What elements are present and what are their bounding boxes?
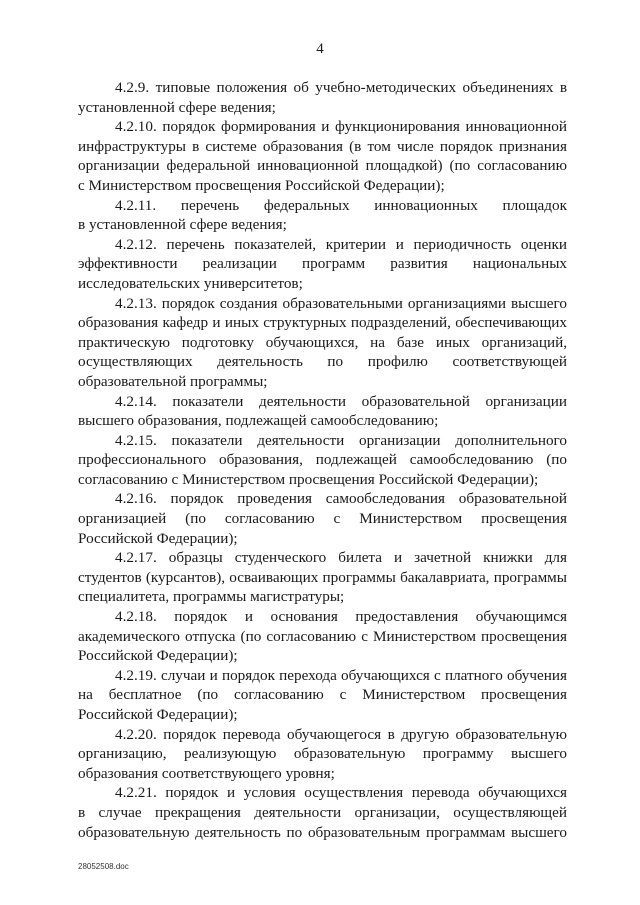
text-line: академического отпуска (по согласованию с Министерством просвещения <box>78 627 567 645</box>
text-line: эффективности реализации программ развития национальных <box>78 255 567 273</box>
text-line: Российской Федерации); <box>78 529 238 547</box>
text-line: образования соответствующего уровня; <box>78 764 335 782</box>
page-number: 4 <box>316 41 324 57</box>
text-line: осуществляющих деятельность по профилю соответствующей <box>78 353 567 371</box>
text-line: 4.2.15. показатели деятельности организации дополнительного <box>115 431 567 449</box>
text-line: 4.2.19. случаи и порядок перехода обучающихся с платного обучения <box>115 666 567 684</box>
text-line: образования кафедр и иных структурных подразделений, обеспечивающих <box>78 314 567 332</box>
paragraph-item <box>78 294 567 392</box>
text-line: 4.2.10. порядок формирования и функционирования инновационной <box>115 118 567 136</box>
text-line: в случае прекращения деятельности организации, осуществляющей <box>78 803 567 821</box>
paragraph-item <box>78 431 567 490</box>
text-line: с Министерством просвещения Российской Федерации); <box>78 176 445 194</box>
text-line: на бесплатное (по согласованию с Министерством просвещения <box>78 686 567 704</box>
text-line: согласованию с Министерством просвещения Российской Федерации); <box>78 470 539 488</box>
text-line: в установленной сфере ведения; <box>78 216 287 234</box>
text-line: Российской Федерации); <box>78 647 238 665</box>
paragraph-item <box>78 78 567 117</box>
text-line: образовательной программы; <box>78 372 268 390</box>
text-line: специалитета, программы магистратуры; <box>78 588 345 606</box>
text-line: образовательную деятельность по образовательным программам высшего <box>78 823 567 841</box>
text-line: инфраструктуры в системе образования (в том числе порядок признания <box>78 137 567 155</box>
paragraph-item <box>78 489 567 548</box>
text-line: 4.2.16. порядок проведения самообследования образовательной <box>115 490 567 508</box>
paragraph-item <box>78 196 567 235</box>
paragraph-item <box>78 235 567 294</box>
document-body <box>78 78 567 842</box>
text-line: организацией (по согласованию с Министерством просвещения <box>78 510 567 528</box>
text-line: исследовательских университетов; <box>78 274 303 292</box>
text-line: установленной сфере ведения; <box>78 98 276 116</box>
paragraph-item <box>78 607 567 666</box>
text-line: 4.2.18. порядок и основания предоставления обучающимся <box>115 608 567 626</box>
paragraph-item <box>78 783 567 842</box>
text-line: организацию, реализующую образовательную программу высшего <box>78 745 567 763</box>
paragraph-item <box>78 548 567 607</box>
text-line: 4.2.9. типовые положения об учебно-методических объединениях в <box>115 79 567 96</box>
text-line: 4.2.21. порядок и условия осуществления перевода обучающихся <box>115 784 567 802</box>
text-line: Российской Федерации); <box>78 706 238 723</box>
footer-filename: 28052508.doc <box>78 862 129 871</box>
text-line: 4.2.20. порядок перевода обучающегося в другую образовательную <box>115 725 567 743</box>
text-line: 4.2.14. показатели деятельности образовательной организации <box>115 392 567 410</box>
text-line: высшего образования, подлежащей самообследованию; <box>78 412 439 430</box>
text-line: 4.2.17. образцы студенческого билета и зачетной книжки для <box>115 549 567 567</box>
text-line: 4.2.13. порядок создания образовательными организациями высшего <box>115 294 567 312</box>
paragraph-item <box>78 392 567 431</box>
text-line: организации федеральной инновационной площадкой) (по согласованию <box>78 157 567 175</box>
text-line: профессионального образования, подлежащей самообследованию (по <box>78 451 567 469</box>
text-line: студентов (курсантов), осваивающих программы бакалавриата, программы <box>78 568 567 586</box>
text-line: 4.2.11. перечень федеральных инновационных площадок <box>115 196 567 214</box>
text-line: 4.2.12. перечень показателей, критерии и периодичность оценки <box>115 235 567 253</box>
text-line: практическую подготовку обучающихся, на базе иных организаций, <box>78 333 567 351</box>
paragraph-item <box>78 725 567 784</box>
paragraph-item <box>78 117 567 195</box>
paragraph-item <box>78 666 567 725</box>
